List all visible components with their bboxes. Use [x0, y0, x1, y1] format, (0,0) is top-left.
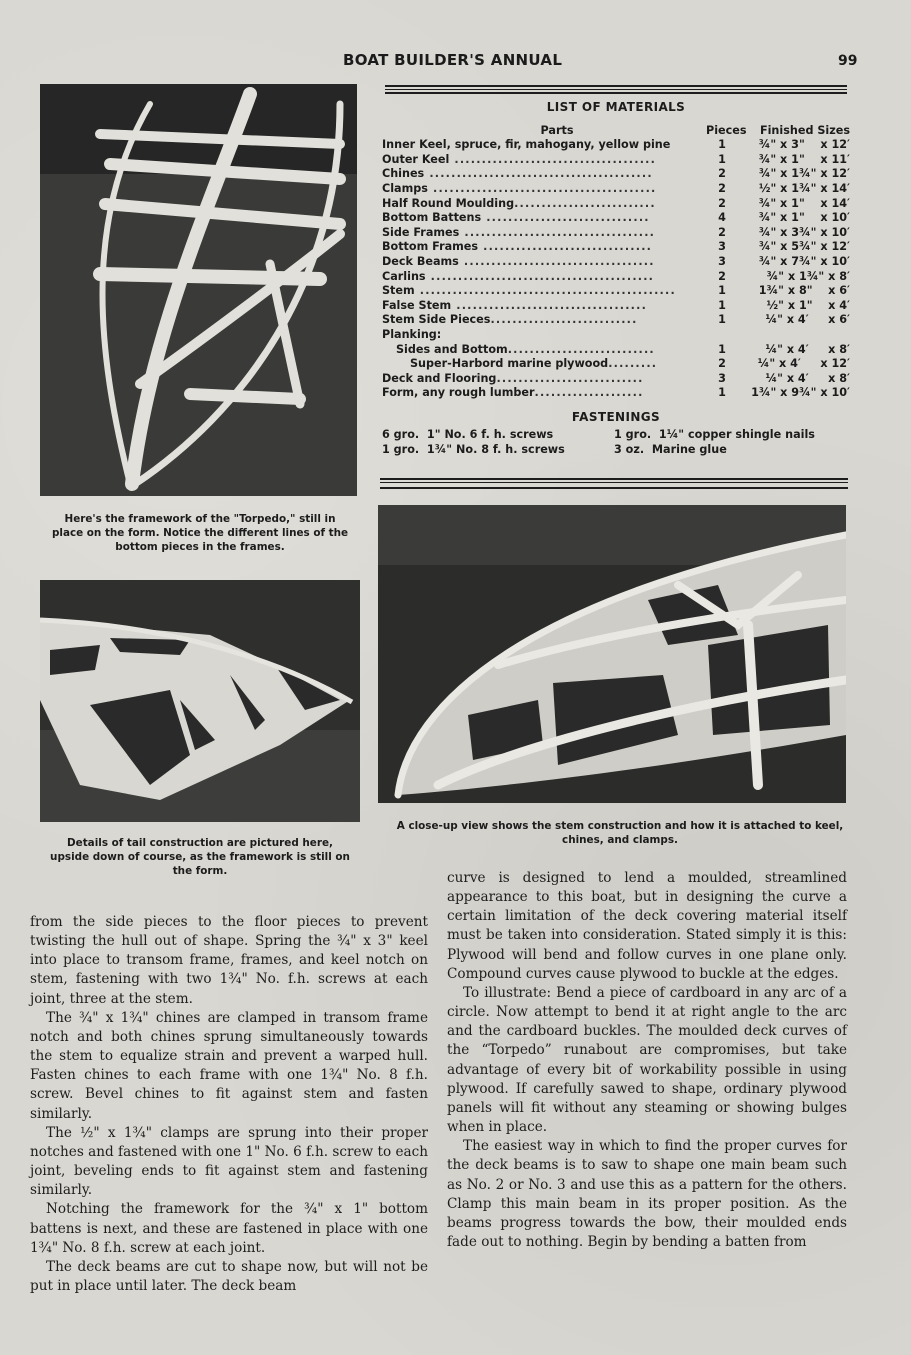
photo-framework-on-form [40, 84, 357, 496]
finished-size: ¾" x 1" x 10′ [758, 211, 850, 225]
part-label: Half Round Moulding [382, 196, 515, 210]
finished-size: ¼" x 4′ x 6′ [765, 313, 850, 327]
pieces-count: 3 [718, 240, 726, 254]
pieces-count: 3 [718, 371, 726, 385]
col-header-pieces: Pieces [706, 123, 747, 137]
materials-row [382, 255, 850, 270]
part-label: Bottom Frames [382, 240, 479, 254]
leader-dots: .......................... [514, 196, 656, 210]
stem-closeup-photo-icon [378, 505, 846, 803]
fastening-item: 1 gro. 1¼" copper shingle nails [614, 428, 815, 442]
finished-size: ¾" x 1¾" x 8′ [766, 269, 850, 283]
list-of-materials [382, 100, 850, 458]
part-label: Carlins [382, 269, 426, 283]
finished-size: ½" x 1¾" x 14′ [758, 181, 850, 195]
col-header-parts: Parts [540, 123, 574, 137]
fastening-row [382, 428, 850, 443]
pieces-count: 2 [718, 225, 726, 239]
leader-dots: ......................................... [427, 181, 657, 195]
finished-size: ¾" x 1" x 14′ [758, 196, 850, 210]
materials-row [382, 153, 850, 168]
part-name [382, 343, 702, 358]
part-label: Clamps [382, 181, 428, 195]
body-column-right [447, 869, 847, 1252]
materials-row [382, 328, 850, 343]
boat-frame-photo-icon [40, 84, 357, 496]
body-paragraph: from the side pieces to the floor pieces to prevent twisting the hull out of shape. Spring the ¾" x 3" keel into place to transom frame, frames, and keel notch on stem, fastening with two 1¾" No. f.h. screws at each joint, three at the stem. [30, 914, 428, 1007]
finished-size: ¼" x 4′ x 8′ [765, 342, 850, 356]
part-label: Deck Beams [382, 254, 459, 268]
part-name [382, 372, 702, 387]
part-label: Deck and Flooring [382, 371, 497, 385]
pieces-count: 4 [718, 211, 726, 225]
finished-size: ¾" x 3" x 12′ [758, 138, 850, 152]
part-name [382, 197, 702, 212]
caption-framework: Here's the framework of the "Torpedo," still in place on the form. Notice the different lines of the bottom pieces in the frames. [51, 513, 349, 553]
finished-size: 1¾" x 8" x 6′ [758, 284, 850, 298]
leader-dots: ................................... [451, 298, 648, 312]
leader-dots: ..................................... [449, 152, 657, 166]
pieces-count: 3 [718, 254, 726, 268]
leader-dots: ......... [608, 357, 658, 371]
body-paragraph: The ½" x 1¾" clamps are sprung into their proper notches and fastened with one 1" No. 6 f.h. screw to each joint, beveling ends to fit against stem and fastening similarly. [30, 1124, 428, 1199]
body-paragraph: To illustrate: Bend a piece of cardboard in any arc of a circle. Now attempt to bend it at right angle to the arc and the cardboard buckles. The moulded deck curves of the “Torpedo” runabout are compromises, but take advantage of every bit of workability possible in using plywood. If carefully sawed to shape, ordinary plywood panels will fit without any steaming or showing bulges when in place. [447, 984, 847, 1136]
leader-dots: ............................... [478, 240, 653, 254]
leader-dots: ......................................... [425, 269, 655, 283]
part-name [382, 211, 702, 226]
part-name [382, 299, 702, 314]
leader-dots: .............................. [481, 211, 650, 225]
materials-row [382, 167, 850, 182]
fastening-item: 1 gro. 1¾" No. 8 f. h. screws [382, 443, 565, 457]
body-column-left [30, 913, 428, 1296]
materials-row [382, 270, 850, 285]
caption-tail: Details of tail construction are pictured here, upside down of course, as the framework is still on the form. [50, 837, 350, 877]
pieces-count: 1 [718, 298, 726, 312]
body-paragraph: The deck beams are cut to shape now, but will not be put in place until later. The deck beam [30, 1258, 428, 1294]
part-name [382, 386, 702, 401]
fastening-item: 6 gro. 1" No. 6 f. h. screws [382, 428, 554, 442]
materials-row [382, 182, 850, 197]
double-rule-top [385, 85, 847, 94]
body-paragraph: curve is designed to lend a moulded, streamlined appearance to this boat, but in designing the curve a certain limitation of the deck covering material itself must be taken into consideration. Stated simply it is this: Plywood will bend and follow curves in one plane only. Compound curves cause plywood to buckle at the edges. [447, 870, 847, 982]
finished-size: ¾" x 7¾" x 10′ [758, 254, 850, 268]
body-paragraph: Notching the framework for the ¾" x 1" bottom battens is next, and these are fastened in place with one 1¾" No. 8 f.h. screw at each joint. [30, 1201, 428, 1256]
part-label: False Stem [382, 298, 452, 312]
part-label: Inner Keel, spruce, fir, mahogany, yellow pine [382, 138, 671, 152]
part-label: Form, any rough lumber [382, 386, 535, 400]
leader-dots: ........................... [507, 342, 655, 356]
pieces-count [702, 328, 742, 343]
leader-dots: ........................... [496, 371, 644, 385]
leader-dots: ................................... [459, 225, 656, 239]
running-title: BOAT BUILDER'S ANNUAL [343, 51, 563, 69]
materials-rows [382, 138, 850, 401]
part-label: Side Frames [382, 225, 460, 239]
col-header-sizes: Finished Sizes [759, 123, 850, 137]
photo-stem-closeup [378, 505, 846, 803]
part-label: Stem [382, 284, 415, 298]
fastening-item: 3 oz. Marine glue [614, 443, 727, 457]
fastenings-rows [382, 428, 850, 457]
fastening-row [382, 443, 850, 458]
part-name [382, 138, 702, 153]
part-name [382, 284, 702, 299]
body-paragraph: The easiest way in which to find the proper curves for the deck beams is to saw to shape one main beam such as No. 2 or No. 3 and use this as a pattern for the others. Clamp this main beam in its proper position. As the beams progress towards the bow, their moulded ends fade out to nothing. Begin by bending a batten from [447, 1138, 847, 1250]
part-name [382, 226, 702, 241]
pieces-count: 1 [718, 284, 726, 298]
materials-row [382, 138, 850, 153]
part-label: Stem Side Pieces [382, 313, 491, 327]
leader-dots: ................................... [458, 254, 655, 268]
finished-size: ½" x 1" x 4′ [766, 298, 850, 312]
part-label: Bottom Battens [382, 211, 482, 225]
fastenings-title: FASTENINGS [571, 409, 661, 424]
body-paragraph: The ¾" x 1¾" chines are clamped in transom frame notch and both chines sprung simultaneously towards the stem to equalize strain and prevent a warped hull. Fasten chines to each frame with one 1¾" No. 8 f.h. screw. Bevel chines to fit against stem and fasten similarly. [30, 1009, 428, 1122]
pieces-count: 2 [718, 269, 726, 283]
materials-row [382, 197, 850, 212]
pieces-count: 1 [718, 313, 726, 327]
materials-row [382, 226, 850, 241]
materials-row [382, 343, 850, 358]
materials-title: LIST OF MATERIALS [546, 100, 686, 114]
part-name [382, 240, 702, 255]
part-name [382, 255, 702, 270]
part-name [382, 328, 702, 343]
leader-dots: .................... [534, 386, 644, 400]
part-label: Planking: [382, 327, 442, 341]
part-name [382, 167, 702, 182]
page-number: 99 [838, 53, 858, 69]
materials-row [382, 240, 850, 255]
pieces-count: 2 [718, 167, 726, 181]
double-rule-bottom [380, 478, 848, 489]
pieces-count: 2 [718, 196, 726, 210]
finished-size: ¾" x 3¾" x 10′ [758, 225, 850, 239]
photo-tail-construction [40, 580, 360, 822]
pieces-count: 2 [718, 181, 726, 195]
finished-size: ¾" x 5¾" x 12′ [758, 240, 850, 254]
pieces-count: 1 [718, 138, 726, 152]
tail-frame-photo-icon [40, 580, 360, 822]
part-label: Outer Keel [382, 152, 450, 166]
materials-row [382, 386, 850, 401]
materials-row [382, 211, 850, 226]
part-label: Sides and Bottom [396, 342, 508, 356]
leader-dots: ........................... [490, 313, 638, 327]
pieces-count: 2 [718, 357, 726, 371]
finished-size: ¾" x 1" x 11′ [758, 152, 850, 166]
finished-size: ¼" x 4′ x 12′ [757, 357, 850, 371]
materials-row [382, 357, 850, 372]
pieces-count: 1 [718, 342, 726, 356]
part-name [382, 182, 702, 197]
materials-row [382, 284, 850, 299]
materials-row [382, 299, 850, 314]
finished-size: ¾" x 1¾" x 12′ [758, 167, 850, 181]
pieces-count: 1 [718, 386, 726, 400]
leader-dots: ............................................... [414, 284, 676, 298]
part-name [382, 313, 702, 328]
part-name [382, 270, 702, 285]
materials-row [382, 313, 850, 328]
part-label: Chines [382, 167, 425, 181]
finished-size [742, 328, 850, 343]
finished-size: 1¾" x 9¾" x 10′ [751, 386, 850, 400]
part-name [382, 153, 702, 168]
pieces-count: 1 [718, 152, 726, 166]
materials-row [382, 372, 850, 387]
leader-dots: ......................................... [424, 167, 653, 181]
finished-size: ¼" x 4′ x 8′ [765, 371, 850, 385]
materials-header-row [382, 124, 850, 139]
caption-closeup: A close-up view shows the stem construction and how it is attached to keel, chines, and clamps. [396, 820, 844, 846]
part-name [382, 357, 702, 372]
part-label: Super-Harbord marine plywood [410, 357, 609, 371]
